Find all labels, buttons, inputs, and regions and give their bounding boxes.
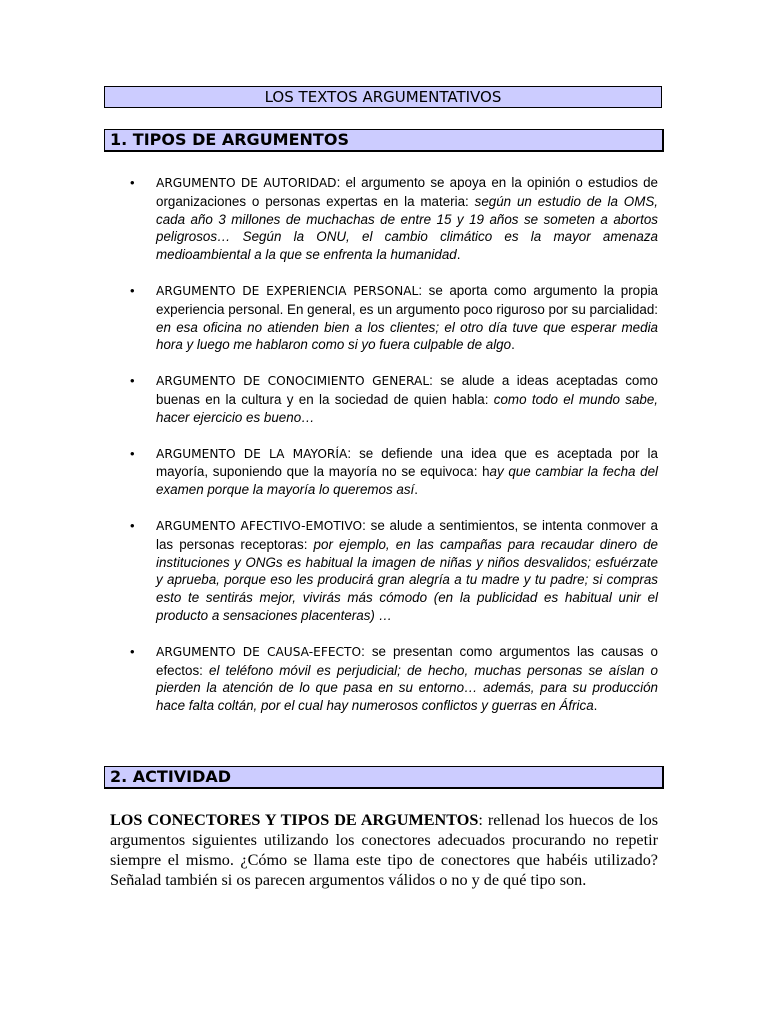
argument-text: : se alude a sentimientos, se intenta conmover a las personas receptoras:	[156, 517, 658, 552]
argument-example: como todo el mundo sabe, hacer ejercicio es bueno…	[156, 391, 659, 425]
argument-end: .	[511, 337, 515, 353]
activity-body: : rellenad los huecos de los argumentos siguientes utilizando los conectores adecuados procurando no repetir siempre el mismo. ¿Cómo se llama este tipo de conectores que habéis utilizado? Señalad también si os parecen argumentos válidos o no y de qué tipo son.	[110, 811, 658, 889]
argument-label: ARGUMENTO DE CONOCIMIENTO GENERAL	[156, 374, 430, 389]
argument-text: : se alude a ideas aceptadas como buenas en la cultura y en la sociedad de quien habla:	[156, 373, 658, 407]
bullet-icon: •	[130, 445, 135, 461]
list-item	[130, 643, 658, 715]
bullet-icon: •	[130, 643, 135, 659]
argument-label: ARGUMENTO AFECTIVO-EMOTIVO	[156, 518, 363, 533]
argument-label: ARGUMENTO DE EXPERIENCIA PERSONAL	[156, 283, 419, 298]
argument-example: en esa oficina no atienden bien a los clientes; el otro día tuve que esperar media hora y luego me hablaron como si yo fuera culpable de algo	[156, 319, 658, 353]
argument-example: según un estudio de la OMS, cada año 3 millones de muchachas de entre 15 y 19 años se someten a abortos peligrosos… Según la ONU, el cambio climático es la mayor amenaza medioambiental a la que se enfrenta la humanidad	[156, 193, 659, 263]
argument-label: ARGUMENTO DE LA MAYORÍA	[156, 446, 348, 461]
argument-label: ARGUMENTO DE AUTORIDAD	[156, 176, 337, 190]
argument-end: .	[456, 247, 461, 263]
argument-label: ARGUMENTO DE CAUSA-EFECTO	[156, 644, 362, 659]
bullet-icon: •	[130, 282, 135, 298]
activity-lead: LOS CONECTORES Y TIPOS DE ARGUMENTOS	[110, 811, 479, 829]
argument-text: : el argumento se apoya en la opinión o estudios de organizaciones o personas expertas en la materia:	[156, 175, 659, 209]
argument-example: ay que cambiar la fecha del examen porque la mayoría lo queremos así	[156, 464, 658, 498]
list-item	[130, 174, 658, 264]
argument-text: : se aporta como argumento la propia experiencia personal. En general, es un argumento poco riguroso por su parcialidad:	[156, 282, 659, 317]
argument-end: .	[593, 698, 598, 714]
argument-text: : se presentan como argumentos las causas o efectos:	[156, 643, 659, 678]
bullet-icon: •	[130, 175, 135, 190]
list-item	[130, 517, 658, 625]
document-title: LOS TEXTOS ARGUMENTATIVOS	[104, 86, 662, 108]
list-item	[130, 282, 658, 354]
argument-end: .	[414, 482, 419, 498]
argument-example: el teléfono móvil es perjudicial; de hecho, muchas personas se aíslan o pierden la atención de lo que pasa en su entorno… además, para su producción hace falta coltán, por el cual hay numerosos conflictos y guerras en África	[156, 662, 658, 714]
activity-paragraph	[110, 810, 658, 890]
list-item	[130, 372, 658, 426]
bullet-icon: •	[130, 373, 135, 389]
section-heading-tipos: 1. TIPOS DE ARGUMENTOS	[104, 129, 664, 152]
bullet-icon: •	[130, 517, 135, 533]
argument-example: por ejemplo, en las campañas para recaudar dinero de instituciones y ONGs es habitual la imagen de niñas y niños desvalidos; esfuérzate y aprueba, porque eso les producirá gran alegría a tu madre y tu padre; si compras esto te sentirás mejor, vivirás más cómodo (en la publicidad es habitual unir el producto a sensaciones placenteras) …	[156, 536, 658, 623]
argument-list	[130, 174, 658, 733]
list-item	[130, 445, 658, 499]
argument-text: : se defiende una idea que es aceptada por la mayoría, suponiendo que la mayoría no se equivoca: h	[156, 445, 658, 480]
section-heading-actividad: 2. ACTIVIDAD	[104, 766, 664, 789]
